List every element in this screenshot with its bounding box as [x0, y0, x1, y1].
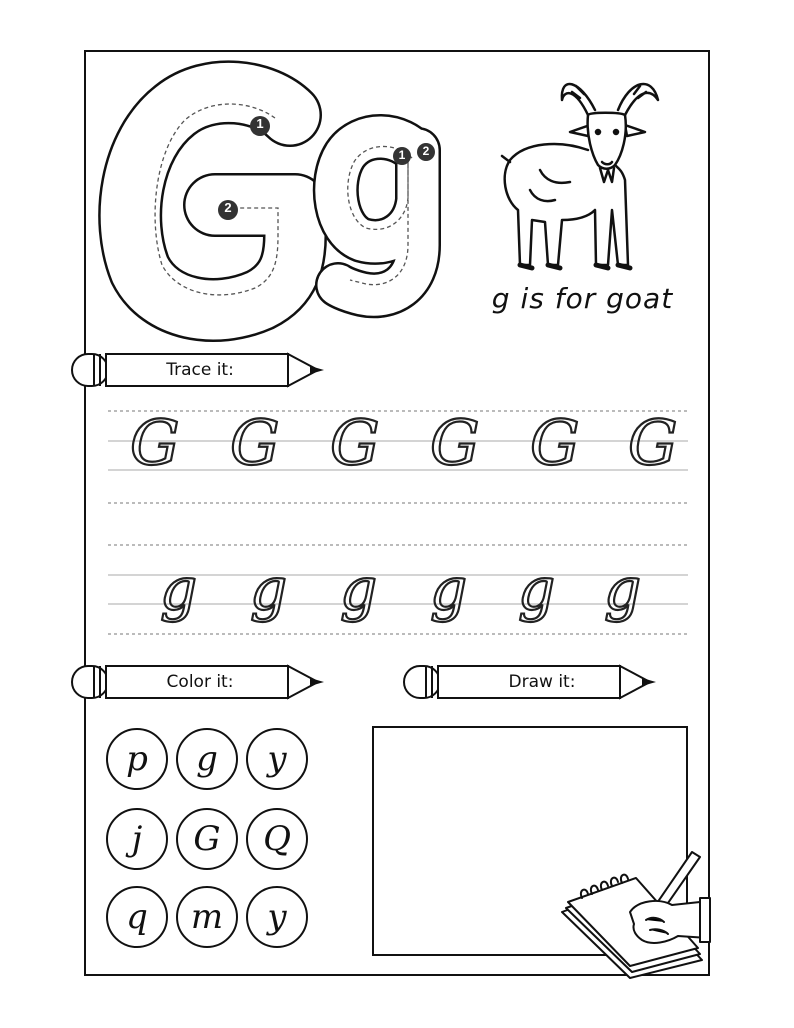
stroke-number-label: 1 — [256, 116, 264, 131]
trace-letter-upper: G — [430, 406, 480, 479]
color-pencil-banner — [70, 664, 326, 700]
trace-letter-upper: G — [628, 406, 678, 479]
trace-letter-upper: G — [330, 406, 380, 479]
stroke-number-label: 2 — [224, 200, 232, 215]
trace-letter-lower: g — [518, 555, 556, 623]
color-bubble[interactable]: g — [176, 728, 238, 790]
color-bubble[interactable]: y — [246, 886, 308, 948]
trace-letter-upper: G — [130, 406, 180, 479]
stroke-number-label: 1 — [398, 148, 406, 162]
trace-letter-lower: g — [430, 555, 468, 623]
trace-letter-upper: G — [230, 406, 280, 479]
goat-caption: g is for goat — [491, 282, 674, 315]
stroke-number-label: 2 — [422, 144, 430, 158]
draw-pencil-banner — [402, 664, 658, 700]
color-bubble[interactable]: Q — [246, 808, 308, 870]
big-uppercase-g — [130, 92, 295, 310]
big-lowercase-g — [336, 137, 435, 295]
color-bubble[interactable]: G — [176, 808, 238, 870]
color-bubble[interactable]: p — [106, 728, 168, 790]
trace-label: Trace it: — [166, 360, 234, 380]
trace-guide-line-descender — [108, 500, 688, 506]
color-bubble[interactable]: y — [246, 728, 308, 790]
trace-letter-lower: g — [340, 555, 378, 623]
draw-label: Draw it: — [508, 672, 576, 692]
color-label: Color it: — [166, 672, 234, 692]
color-bubble[interactable]: j — [106, 808, 168, 870]
trace-letter-upper: G — [530, 406, 580, 479]
trace-letter-lower: g — [604, 555, 642, 623]
color-bubble[interactable]: m — [176, 886, 238, 948]
notebook-hand-icon — [560, 850, 710, 980]
color-bubble[interactable]: q — [106, 886, 168, 948]
trace-letter-lower: g — [250, 555, 288, 623]
trace-pencil-banner — [70, 352, 326, 388]
trace-guide-lines-upper — [108, 406, 688, 479]
goat-illustration — [500, 70, 670, 275]
big-letter-outline — [100, 70, 460, 330]
trace-letter-lower: g — [160, 555, 198, 623]
